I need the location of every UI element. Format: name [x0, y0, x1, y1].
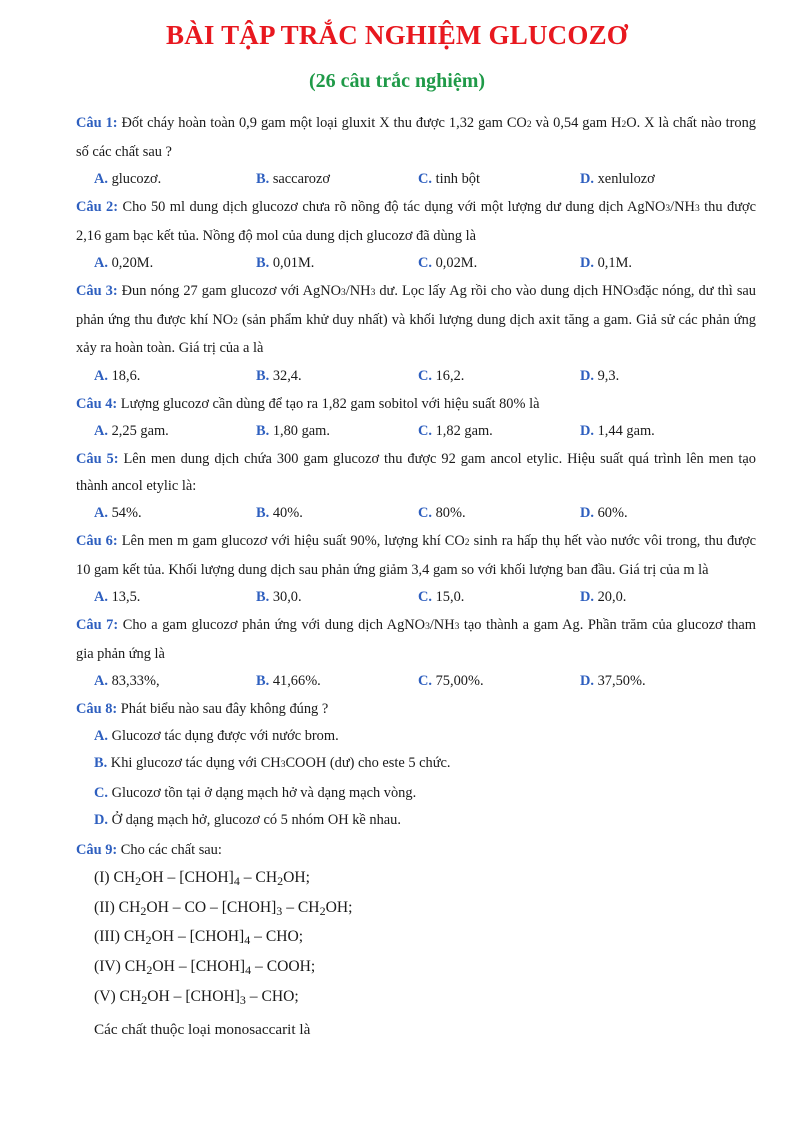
- statement-option: [76, 723, 756, 751]
- question-label: Câu 1:: [76, 115, 118, 131]
- text-run: Cho các chất sau:: [117, 841, 222, 858]
- text-run: (III) CH: [94, 928, 146, 946]
- question-text: [76, 446, 756, 499]
- text-run: – CH: [239, 869, 278, 886]
- statement-option: [76, 780, 756, 808]
- option-text: 30,0.: [272, 589, 302, 605]
- question-label: Câu 4:: [76, 395, 118, 412]
- option-text: 1,44 gam.: [597, 423, 655, 439]
- option-text: 20,0.: [597, 589, 627, 605]
- option-text: 41,66%.: [272, 673, 321, 689]
- page-subtitle: (26 câu trắc nghiệm): [308, 70, 486, 92]
- question-text: [76, 528, 756, 583]
- text-run: OH – [CHOH]: [151, 928, 245, 946]
- question-2: [76, 194, 756, 278]
- answer-option: [418, 368, 580, 385]
- text-run: Glucozơ tác dụng được với nước brom.: [108, 727, 339, 744]
- text-run: tạo thành a gam Ag. Phần trăm của glucozơ tham gia phản ứng là: [76, 617, 757, 662]
- subscript: 2: [319, 903, 326, 918]
- text-run: và 0,54 gam H: [531, 115, 622, 131]
- question-9: [76, 837, 756, 1048]
- text-run: /NH: [345, 283, 371, 299]
- subscript: 3: [276, 903, 283, 918]
- answer-option: [256, 673, 418, 690]
- option-label: B.: [256, 255, 270, 271]
- subscript: 2: [464, 538, 470, 548]
- option-text: 1,80 gam.: [272, 423, 330, 439]
- option-label: D.: [580, 367, 594, 384]
- text-run: Cho 50 ml dung dịch glucozơ chưa rõ nồng độ tác dụng với một lượng dư dung dịch AgNO: [118, 199, 666, 215]
- option-text: xenlulozơ: [597, 171, 655, 187]
- question-1: [76, 110, 756, 194]
- text-run: – CH: [282, 898, 320, 916]
- answer-option: [580, 368, 742, 385]
- question-text: [76, 391, 756, 418]
- option-text: 2,25 gam.: [111, 423, 169, 439]
- question-text: [76, 278, 756, 362]
- subscript: 2: [140, 903, 147, 918]
- option-label: A.: [94, 367, 108, 384]
- option-text: 0,20M.: [111, 255, 154, 271]
- option-text: 32,4.: [272, 367, 302, 384]
- subscript: 4: [244, 933, 251, 948]
- option-text: 0,02M.: [435, 255, 478, 271]
- question-label: Câu 7:: [76, 617, 119, 633]
- answer-options: [76, 583, 756, 612]
- question-label: Câu 2:: [76, 199, 119, 215]
- answer-option: [580, 255, 742, 272]
- option-text: 16,2.: [435, 367, 465, 384]
- text-run: – CHO;: [245, 987, 299, 1005]
- text-run: /NH: [429, 617, 455, 633]
- option-text: 75,00%.: [435, 673, 484, 689]
- text-run: Phát biểu nào sau đây không đúng ?: [117, 701, 329, 717]
- option-text: tinh bột: [435, 171, 480, 187]
- subscript: 3: [341, 288, 346, 298]
- answer-option: [94, 673, 256, 690]
- text-run: – CHO;: [250, 928, 304, 946]
- text-run: Lượng glucozơ cần dùng để tạo ra 1,82 gam sobitol với hiệu suất 80% là: [117, 395, 540, 412]
- subscript: 3: [454, 622, 460, 632]
- option-text: saccarozơ: [272, 171, 330, 187]
- answer-option: [580, 505, 742, 522]
- text-run: Đun nóng 27 gam glucozơ với AgNO: [117, 283, 342, 299]
- answer-option: [94, 171, 256, 188]
- formula-line: [76, 893, 756, 923]
- answer-option: [94, 423, 256, 440]
- question-label: Câu 3:: [76, 283, 118, 299]
- answer-option: [94, 255, 256, 272]
- subscript: 4: [233, 874, 240, 888]
- option-label: D.: [580, 673, 594, 689]
- text-run: Ở dạng mạch hở, glucozơ có 5 nhóm OH kề nhau.: [108, 812, 401, 828]
- subscript: 4: [245, 963, 252, 978]
- answer-option: [94, 505, 256, 522]
- option-label: D.: [580, 255, 594, 271]
- text-run: thu được 2,16 gam bạc kết tủa. Nồng độ mol của dung dịch glucozơ đã dùng là: [76, 199, 756, 244]
- option-label: B.: [94, 755, 108, 771]
- option-label: D.: [580, 423, 594, 439]
- text-run: (sản phẩm khử duy nhất) và khối lượng dung dịch axit tăng a gam. Giả sử các phản ứng xảy ra hoàn toàn. Giá trị của a là: [76, 311, 756, 356]
- option-label: C.: [418, 367, 432, 384]
- question-5: [76, 446, 756, 528]
- page-title: BÀI TẬP TRẮC NGHIỆM GLUCOZƠ: [166, 20, 628, 50]
- answer-option: [256, 589, 418, 606]
- answer-option: [418, 255, 580, 272]
- option-label: C.: [418, 589, 432, 605]
- statement-option: [76, 807, 756, 835]
- question-label: Câu 5:: [76, 451, 119, 467]
- subscript: 3: [633, 288, 639, 298]
- question-7: [76, 612, 756, 696]
- text-run: Khi glucozơ tác dụng với CH: [107, 755, 281, 771]
- option-text: 60%.: [597, 505, 628, 521]
- formula-line: [76, 863, 756, 893]
- text-run: OH – [CHOH]: [152, 958, 246, 976]
- option-label: C.: [418, 255, 432, 271]
- option-text: 0,01M.: [272, 255, 315, 271]
- option-text: 1,82 gam.: [435, 423, 493, 439]
- text-run: (II) CH: [94, 898, 141, 916]
- subscript: 2: [277, 874, 284, 888]
- subscript: 2: [526, 120, 532, 130]
- text-run: OH;: [325, 898, 353, 916]
- question-label: Câu 6:: [76, 533, 118, 549]
- question-6: [76, 528, 756, 612]
- option-label: C.: [94, 784, 108, 801]
- answer-options: [76, 499, 756, 528]
- text-run: Lên men m gam glucozơ với hiệu suất 90%, lượng khí CO: [117, 533, 465, 549]
- subscript: 2: [135, 874, 142, 888]
- question-list: [76, 110, 756, 1047]
- option-text: 54%.: [111, 505, 142, 521]
- text-run: dư. Lọc lấy Ag rồi cho vào dung dịch HNO: [375, 283, 634, 299]
- option-label: B.: [256, 673, 270, 689]
- text-run: Đốt cháy hoàn toàn 0,9 gam một loại gluxit X thu được 1,32 gam CO: [117, 115, 527, 131]
- text-run: Glucozơ tồn tại ở dạng mạch hở và dạng mạch vòng.: [108, 784, 417, 801]
- answer-option: [256, 423, 418, 440]
- question-label: Câu 8:: [76, 701, 118, 717]
- option-label: B.: [256, 423, 270, 439]
- option-label: A.: [94, 673, 108, 689]
- subscript: 3: [694, 204, 700, 214]
- subscript: 2: [146, 963, 153, 978]
- answer-option: [580, 423, 742, 440]
- answer-options: [76, 667, 756, 696]
- option-label: D.: [580, 171, 594, 187]
- answer-option: [580, 673, 742, 690]
- question-text: [76, 696, 756, 723]
- text-run: OH – CO – [CHOH]: [146, 898, 277, 916]
- subscript: 3: [280, 760, 286, 770]
- question-8: [76, 696, 756, 835]
- option-label: A.: [94, 505, 108, 521]
- text-run: OH;: [283, 869, 310, 886]
- question-3: [76, 278, 756, 391]
- text-run: COOH (dư) cho este 5 chức.: [285, 755, 451, 771]
- option-text: 80%.: [435, 505, 466, 521]
- option-label: A.: [94, 171, 108, 187]
- statement-option: [76, 750, 756, 780]
- answer-option: [256, 171, 418, 188]
- option-label: A.: [94, 589, 108, 605]
- text-run: sinh ra hấp thụ hết vào nước vôi trong, thu được 10 gam kết tủa. Khối lượng dung dịch sau phản ứng giảm 3,4 gam so với khối lượng ban đầu. Giá trị của m là: [76, 533, 756, 578]
- answer-options: [76, 249, 756, 278]
- option-label: B.: [256, 505, 270, 521]
- option-text: 37,50%.: [597, 673, 646, 689]
- option-text: 15,0.: [435, 589, 465, 605]
- text-run: OH – [CHOH]: [141, 869, 234, 886]
- option-label: A.: [94, 255, 108, 271]
- option-text: glucozơ.: [111, 171, 162, 187]
- answer-option: [94, 368, 256, 385]
- question-text: [76, 612, 756, 667]
- option-label: C.: [418, 505, 432, 521]
- option-text: 40%.: [272, 505, 303, 521]
- option-text: 0,1M.: [597, 255, 632, 271]
- option-label: B.: [256, 171, 270, 187]
- subscript: 3: [370, 288, 376, 298]
- option-label: D.: [580, 505, 594, 521]
- answer-option: [418, 505, 580, 522]
- text-run: đặc nóng, dư thì sau phản ứng thu được khí NO: [76, 283, 756, 328]
- answer-option: [580, 589, 742, 606]
- question-text: [76, 837, 756, 864]
- answer-option: [256, 505, 418, 522]
- text-run: (I) CH: [94, 869, 136, 886]
- text-run: Lên men dung dịch chứa 300 gam glucozơ thu được 92 gam ancol etylic. Hiệu suất quá trình lên men tạo thành ancol etylic là:: [76, 451, 756, 494]
- option-label: C.: [418, 673, 432, 689]
- question-4: [76, 391, 756, 447]
- answer-option: [418, 171, 580, 188]
- text-run: (V) CH: [94, 987, 142, 1005]
- option-label: D.: [94, 812, 108, 828]
- formula-line: [76, 982, 756, 1012]
- text-run: /NH: [670, 199, 695, 215]
- text-run: – COOH;: [251, 958, 316, 976]
- subscript: 3: [425, 622, 430, 632]
- option-text: 83,33%,: [111, 673, 160, 689]
- formula-line: [76, 952, 756, 982]
- subscript: 2: [233, 316, 238, 327]
- subscript: 2: [141, 992, 148, 1007]
- question-text: [76, 194, 756, 249]
- subscript: 2: [145, 933, 152, 948]
- question-prompt: Các chất thuộc loại monosaccarit là: [94, 1021, 311, 1039]
- option-label: B.: [256, 367, 270, 384]
- option-label: D.: [580, 589, 594, 605]
- answer-option: [580, 171, 742, 188]
- answer-option: [94, 589, 256, 606]
- answer-options: [76, 165, 756, 194]
- answer-option: [418, 589, 580, 606]
- text-run: OH – [CHOH]: [147, 987, 240, 1005]
- answer-options: [76, 362, 756, 391]
- option-label: A.: [94, 727, 108, 744]
- answer-option: [256, 368, 418, 385]
- option-label: A.: [94, 423, 108, 439]
- text-run: (IV) CH: [94, 958, 147, 976]
- text-run: O. X là chất nào trong số các chất sau ?: [76, 115, 757, 160]
- formula-line: [76, 922, 756, 952]
- answer-options: [76, 417, 756, 446]
- option-text: 9,3.: [597, 367, 620, 384]
- answer-option: [256, 255, 418, 272]
- option-label: C.: [418, 171, 432, 187]
- option-label: C.: [418, 423, 432, 439]
- subscript: 2: [621, 120, 627, 130]
- subscript: 3: [665, 204, 671, 214]
- answer-option: [418, 423, 580, 440]
- answer-option: [418, 673, 580, 690]
- option-text: 13,5.: [111, 589, 141, 605]
- text-run: Cho a gam glucozơ phản ứng với dung dịch AgNO: [118, 617, 426, 633]
- question-text: [76, 110, 756, 165]
- subscript: 3: [239, 992, 246, 1007]
- option-label: B.: [256, 589, 270, 605]
- question-label: Câu 9:: [76, 841, 118, 858]
- option-text: 18,6.: [111, 367, 141, 384]
